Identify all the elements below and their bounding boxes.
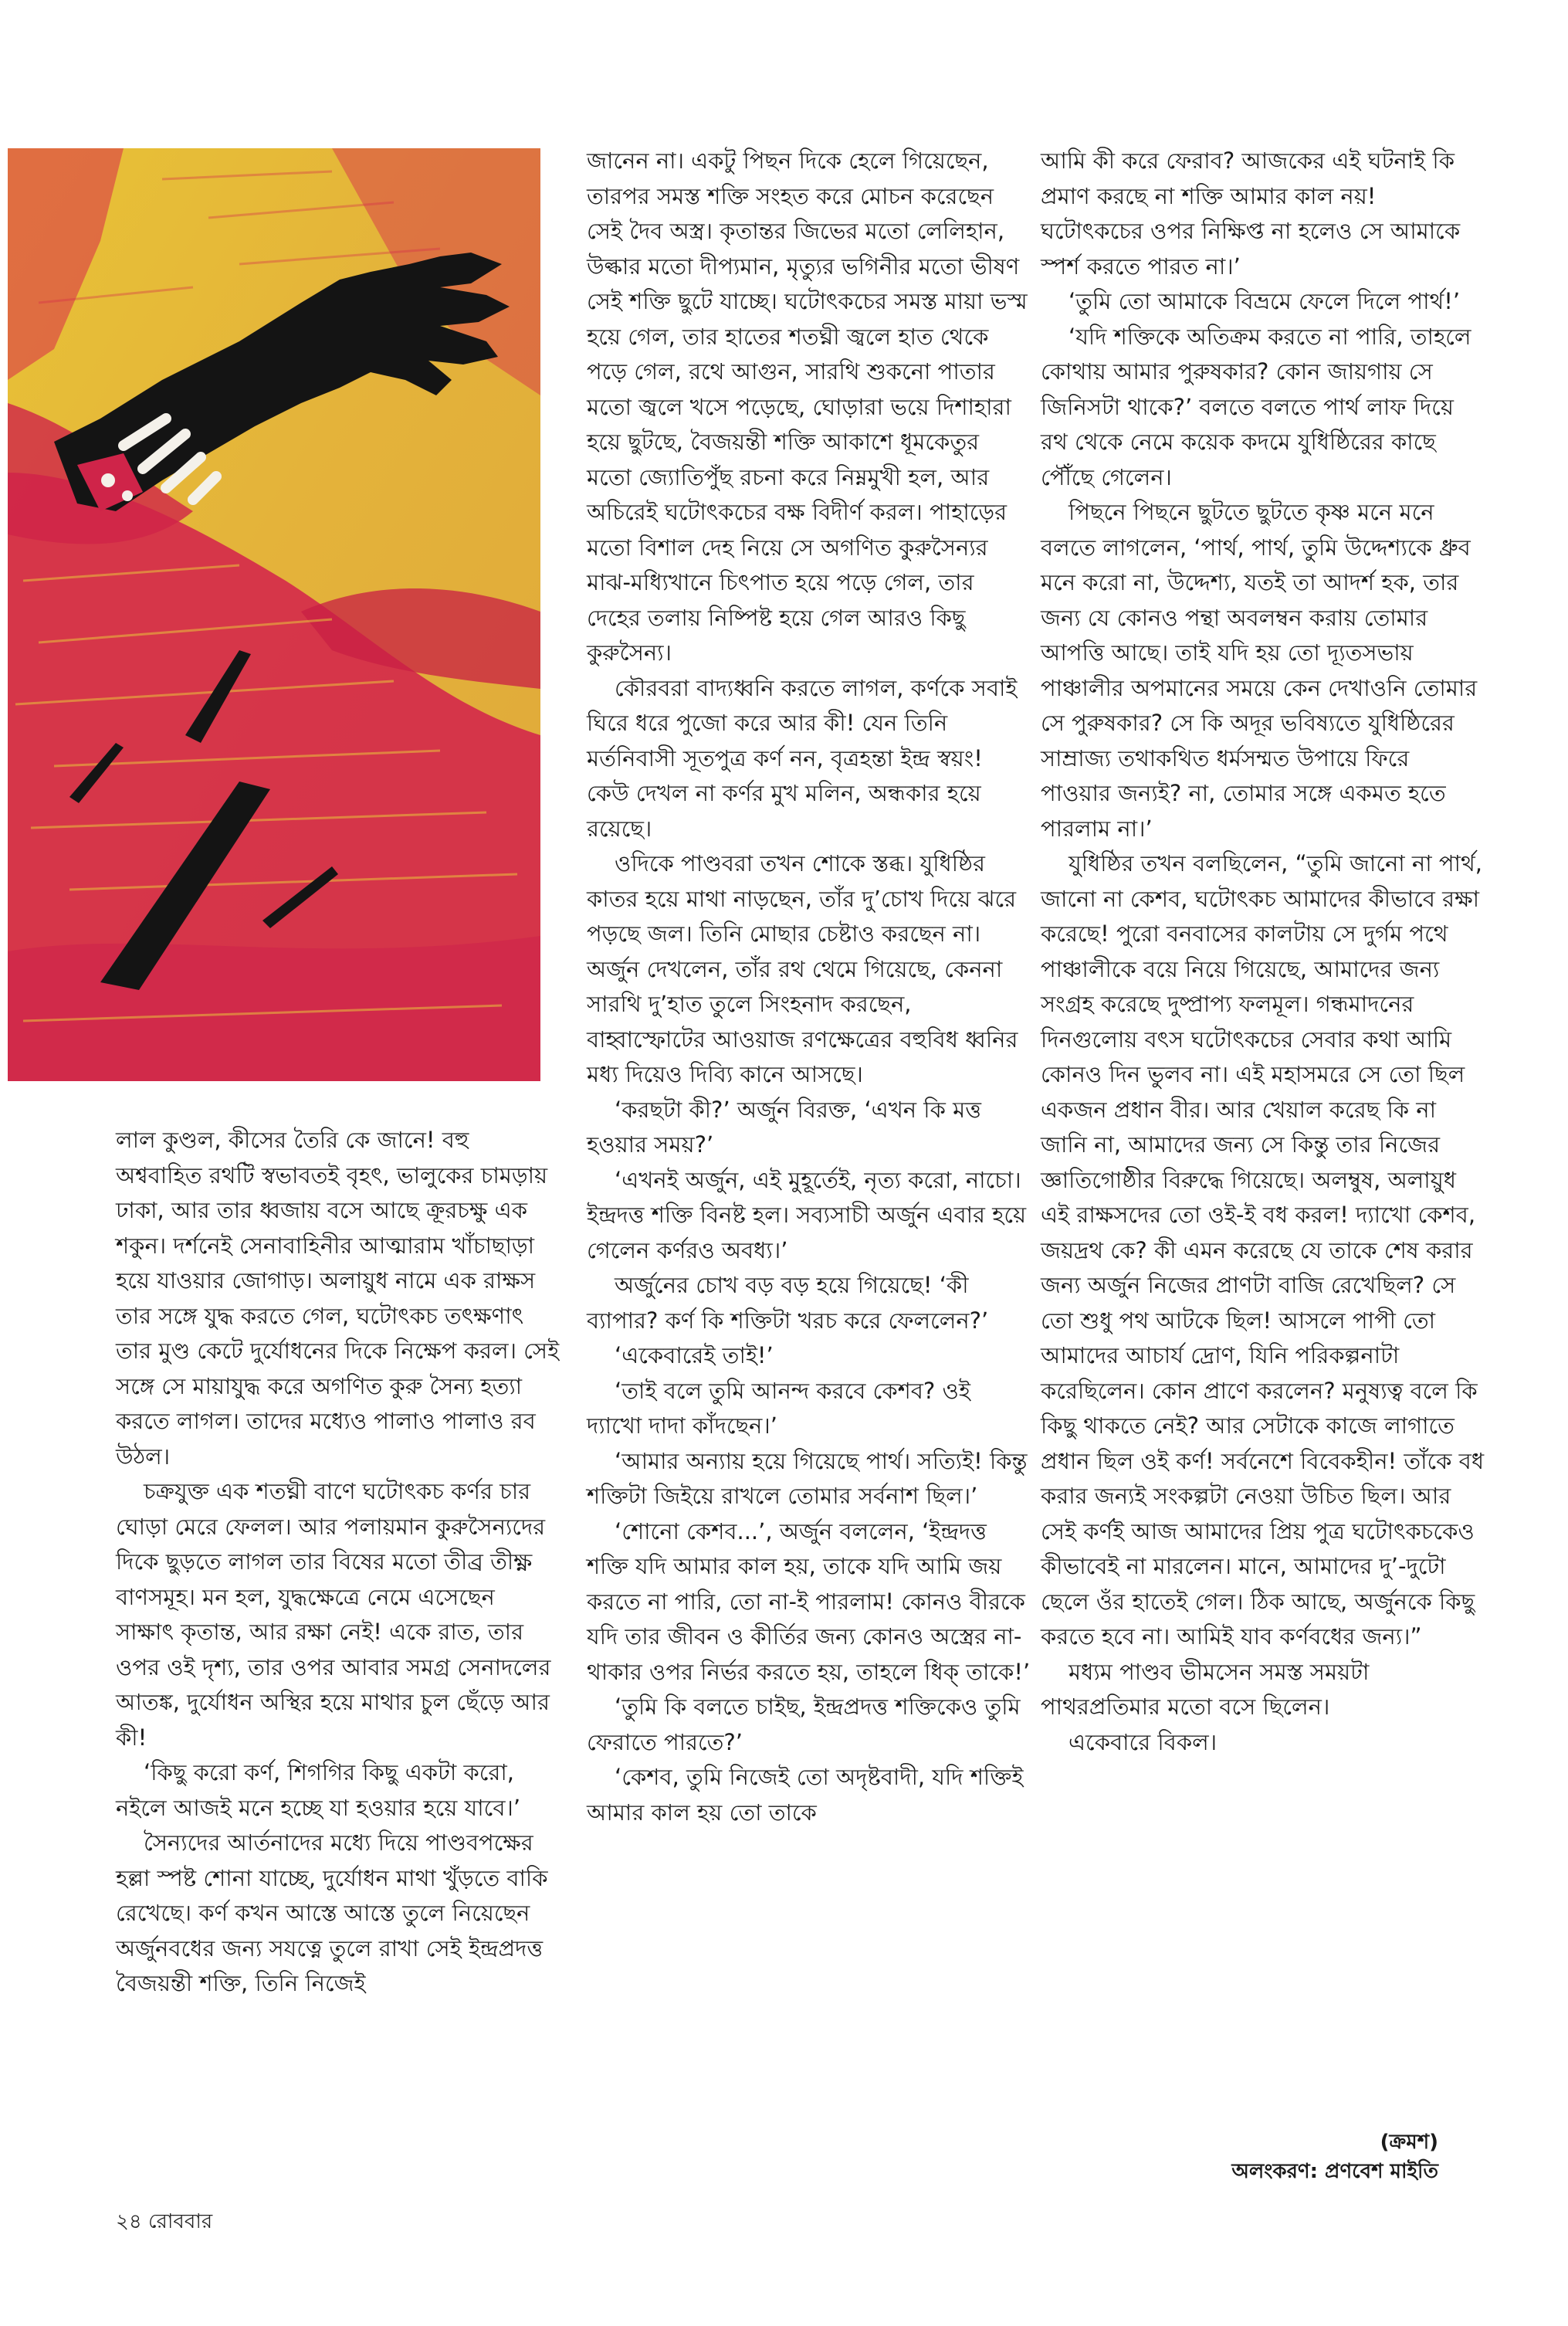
paragraph: ‘শোনো কেশব...’, অর্জুন বললেন, ‘ইন্দ্রদত্ত শক্তি যদি আমার কাল হয়, তাকে যদি আমি জয় করতে না পারি, তো না-ই পারলাম! কোনও বীরকে যদি তার জীবন ও কীর্তির জন্য কোনও অস্ত্রের না-থাকার ওপর নির্ভর করতে হয়, তাহলে ধিক্ তাকে!’ — [587, 1517, 1031, 1685]
paragraph: ‘এখনই অর্জুন, এই মুহূর্তেই, নৃত্য করো, নাচো। ইন্দ্রদত্ত শক্তি বিনষ্ট হল। সব্যসাচী অর্জুন এবার হয়ে গেলেন কর্ণরও অবধ্য।’ — [587, 1166, 1027, 1263]
story-illustration — [8, 148, 540, 1081]
paragraph: ‘আমার অন্যায় হয়ে গিয়েছে পার্থ। সত্যিই! কিন্তু শক্তিটা জিইয়ে রাখলে তোমার সর্বনাশ ছিল।’ — [587, 1447, 1028, 1509]
paragraph: একেবারে বিকল। — [1068, 1728, 1217, 1755]
paragraph: ‘একেবারেই তাই!’ — [615, 1342, 774, 1368]
paragraph: ‘তাই বলে তুমি আনন্দ করবে কেশব? ওই দ্যাখো দাদা কাঁদছেন।’ — [587, 1377, 970, 1439]
article-column-right — [1041, 144, 1485, 1760]
to-be-continued: (ক্রমশ) — [1380, 2131, 1438, 2154]
illustration-credit: অলংকরণ: প্রণবেশ মাইতি — [1231, 2160, 1438, 2183]
article-column-middle — [587, 144, 1031, 1830]
paragraph: সৈন্যদের আর্তনাদের মধ্যে দিয়ে পাণ্ডবপক্ষের হল্লা স্পষ্ট শোনা যাচ্ছে, দুর্যোধন মাথা খুঁড়তে বাকি রেখেছে। কর্ণ কখন আস্তে আস্তে তুলে নিয়েছেন অর্জুনবধের জন্য সযত্নে তুলে রাখা সেই ইন্দ্রপ্রদত্ত বৈজয়ন্তী শক্তি, তিনি নিজেই — [116, 1829, 548, 1996]
severed-hand-illustration-icon — [8, 148, 540, 1081]
paragraph: লাল কুণ্ডল, কীসের তৈরি কে জানে! বহু অশ্ববাহিত রথটি স্বভাবতই বৃহৎ, ভালুকের চামড়ায় ঢাকা, আর তার ধ্বজায় বসে আছে ক্রূরচক্ষু এক শকুন। দর্শনেই সেনাবাহিনীর আত্মারাম খাঁচাছাড়া হয়ে যাওয়ার জোগাড়। অলায়ুধ নামে এক রাক্ষস তার সঙ্গে যুদ্ধ করতে গেল, ঘটোৎকচ তৎক্ষণাৎ তার মুণ্ড কেটে দুর্যোধনের দিকে নিক্ষেপ করল। সেই সঙ্গে সে মায়াযুদ্ধ করে অগণিত কুরু সৈন্য হত্যা করতে লাগল। তাদের মধ্যেও পালাও পালাও রব উঠল। — [116, 1127, 560, 1470]
paragraph: ‘কিছু করো কর্ণ, শিগগির কিছু একটা করো, নইলে আজই মনে হচ্ছে যা হওয়ার হয়ে যাবে।’ — [116, 1759, 521, 1821]
paragraph: ‘তুমি তো আমাকে বিভ্রমে ফেলে দিলে পার্থ!’ — [1068, 288, 1461, 314]
paragraph: ‘কেশব, তুমি নিজেই তো অদৃষ্টবাদী, যদি শক্তিই আমার কাল হয় তো তাকে — [587, 1764, 1024, 1826]
paragraph: আমি কী করে ফেরাব? আজকের এই ঘটনাই কি প্রমাণ করছে না শক্তি আমার কাল নয়! ঘটোৎকচের ওপর নিক্ষিপ্ত না হলেও সে আমাকে স্পর্শ করতে পারত না।’ — [1041, 147, 1461, 280]
paragraph: ‘তুমি কি বলতে চাইছ, ইন্দ্রপ্রদত্ত শক্তিকেও তুমি ফেরাতে পারতে?’ — [587, 1694, 1021, 1755]
paragraph: পিছনে পিছনে ছুটতে ছুটতে কৃষ্ণ মনে মনে বলতে লাগলেন, ‘পার্থ, পার্থ, তুমি উদ্দেশ্যকে ধ্রুব মনে করো না, উদ্দেশ্য, যতই তা আদর্শ হক, তার জন্য যে কোনও পন্থা অবলম্বন করায় তোমার আপত্তি আছে। তাই যদি হয় তো দ্যূতসভায় পাঞ্চালীর অপমানের সময়ে কেন দেখাওনি তোমার সে পুরুষকার? সে কি অদূর ভবিষ্যতে যুধিষ্ঠিরের সাম্রাজ্য তথাকথিত ধর্মসম্মত উপায়ে ফিরে পাওয়ার জন্যই? না, তোমার সঙ্গে একমত হতে পারলাম না।’ — [1041, 499, 1478, 842]
article-footer — [1231, 2128, 1438, 2186]
paragraph: চক্রযুক্ত এক শতঘ্নী বাণে ঘটোৎকচ কর্ণর চার ঘোড়া মেরে ফেলল। আর পলায়মান কুরুসৈন্যদের দিকে ছুড়তে লাগল তার বিষের মতো তীব্র তীক্ষ্ণ বাণসমূহ। মন হল, যুদ্ধক্ষেত্রে নেমে এসেছেন সাক্ষাৎ কৃতান্ত, আর রক্ষা নেই! একে রাত, তার ওপর ওই দৃশ্য, তার ওপর আবার সমগ্র সেনাদলের আতঙ্ক, দুর্যোধন অস্থির হয়ে মাথার চুল ছেঁড়ে আর কী! — [116, 1478, 551, 1751]
page-folio: ২৪ রোববার — [116, 2210, 213, 2233]
paragraph: ‘যদি শক্তিকে অতিক্রম করতে না পারি, তাহলে কোথায় আমার পুরুষকার? কোন জায়গায় সে জিনিসটা থাকে?’ বলতে বলতে পার্থ লাফ দিয়ে রথ থেকে নেমে কয়েক কদমে যুধিষ্ঠিরের কাছে পৌঁছে গেলেন। — [1041, 323, 1471, 490]
paragraph: অর্জুনের চোখ বড় বড় হয়ে গিয়েছে! ‘কী ব্যাপার? কর্ণ কি শক্তিটা খরচ করে ফেললেন?’ — [587, 1272, 989, 1334]
paragraph: ওদিকে পাণ্ডবরা তখন শোকে স্তব্ধ। যুধিষ্ঠির কাতর হয়ে মাথা নাড়ছেন, তাঁর দু’চোখ দিয়ে ঝরে পড়ছে জল। তিনি মোছার চেষ্টাও করছেন না। অর্জুন দেখলেন, তাঁর রথ থেমে গিয়েছে, কেননা সারথি দু’হাত তুলে সিংহনাদ করছেন, বাহ্বাস্ফোটের আওয়াজ রণক্ষেত্রের বহুবিধ ধ্বনির মধ্য দিয়েও দিব্যি কানে আসছে। — [587, 850, 1018, 1087]
paragraph: ‘করছটা কী?’ অর্জুন বিরক্ত, ‘এখন কি মত্ত হওয়ার সময়?’ — [587, 1096, 981, 1158]
paragraph: জানেন না। একটু পিছন দিকে হেলে গিয়েছেন, তারপর সমস্ত শক্তি সংহত করে মোচন করেছেন সেই দৈব অস্ত্র। কৃতান্তর জিভের মতো লেলিহান, উল্কার মতো দীপ্যমান, মৃত্যুর ভগিনীর মতো ভীষণ সেই শক্তি ছুটে যাচ্ছে। ঘটোৎকচের সমস্ত মায়া ভস্ম হয়ে গেল, তার হাতের শতঘ্নী জ্বলে হাত থেকে পড়ে গেল, রথে আগুন, সারথি শুকনো পাতার মতো জ্বলে খসে পড়েছে, ঘোড়ারা ভয়ে দিশাহারা হয়ে ছুটছে, বৈজয়ন্তী শক্তি আকাশে ধূমকেতুর মতো জ্যোতিপুঁছ রচনা করে নিম্নমুখী হল, আর অচিরেই ঘটোৎকচের বক্ষ বিদীর্ণ করল। পাহাড়ের মতো বিশাল দেহ নিয়ে সে অগণিত কুরুসৈন্যর মাঝ-মধ্যিখানে চিৎপাত হয়ে পড়ে গেল, তার দেহের তলায় নিষ্পিষ্ট হয়ে গেল আরও কিছু কুরুসৈন্য। — [587, 147, 1028, 666]
paragraph: মধ্যম পাণ্ডব ভীমসেন সমস্ত সময়টা পাথরপ্রতিমার মতো বসে ছিলেন। — [1041, 1658, 1370, 1720]
paragraph: যুধিষ্ঠির তখন বলছিলেন, “তুমি জানো না পার্থ, জানো না কেশব, ঘটোৎকচ আমাদের কীভাবে রক্ষা করেছে! পুরো বনবাসের কালটায় সে দুর্গম পথে পাঞ্চালীকে বয়ে নিয়ে গিয়েছে, আমাদের জন্য সংগ্রহ করেছে দুষ্প্রাপ্য ফলমূল। গন্ধমাদনের দিনগুলোয় বৎস ঘটোৎকচের সেবার কথা আমি কোনও দিন ভুলব না। এই মহাসমরে সে তো ছিল একজন প্রধান বীর। আর খেয়াল করেছ কি না জানি না, আমাদের জন্য সে কিন্তু তার নিজের জ্ঞাতিগোষ্ঠীর বিরুদ্ধে গিয়েছে। অলম্বুষ, অলায়ুধ এই রাক্ষসদের তো ওই-ই বধ করল! দ্যাখো কেশব, জয়দ্রথ কে? কী এমন করেছে যে তাকে শেষ করার জন্য অর্জুন নিজের প্রাণটা বাজি রেখেছিল? সে তো শুধু পথ আটকে ছিল! আসলে পাপী তো আমাদের আচার্য দ্রোণ, যিনি পরিকল্পনাটা করেছিলেন। কোন প্রাণে করলেন? মনুষ্যত্ব বলে কি কিছু থাকতে নেই? আর সেটাকে কাজে লাগাতে প্রধান ছিল ওই কর্ণ! সর্বনেশে বিবেকহীন! তাঁকে বধ করার জন্যই সংকল্পটা নেওয়া উচিত ছিল। আর সেই কর্ণই আজ আমাদের প্রিয় পুত্র ঘটোৎকচকেও কীভাবেই না মারলেন। মানে, আমাদের দু’-দুটো ছেলে ওঁর হাতেই গেল। ঠিক আছে, অর্জুনকে কিছু করতে হবে না। আমিই যাব কর্ণবধের জন্য।” — [1041, 850, 1485, 1650]
paragraph: কৌরবরা বাদ্যধ্বনি করতে লাগল, কর্ণকে সবাই ঘিরে ধরে পুজো করে আর কী! যেন তিনি মর্তনিবাসী সূতপুত্র কর্ণ নন, বৃত্রহন্তা ইন্দ্র স্বয়ং! কেউ দেখল না কর্ণর মুখ মলিন, অন্ধকার হয়ে রয়েছে। — [587, 674, 1018, 842]
article-column-left — [116, 1123, 560, 2002]
